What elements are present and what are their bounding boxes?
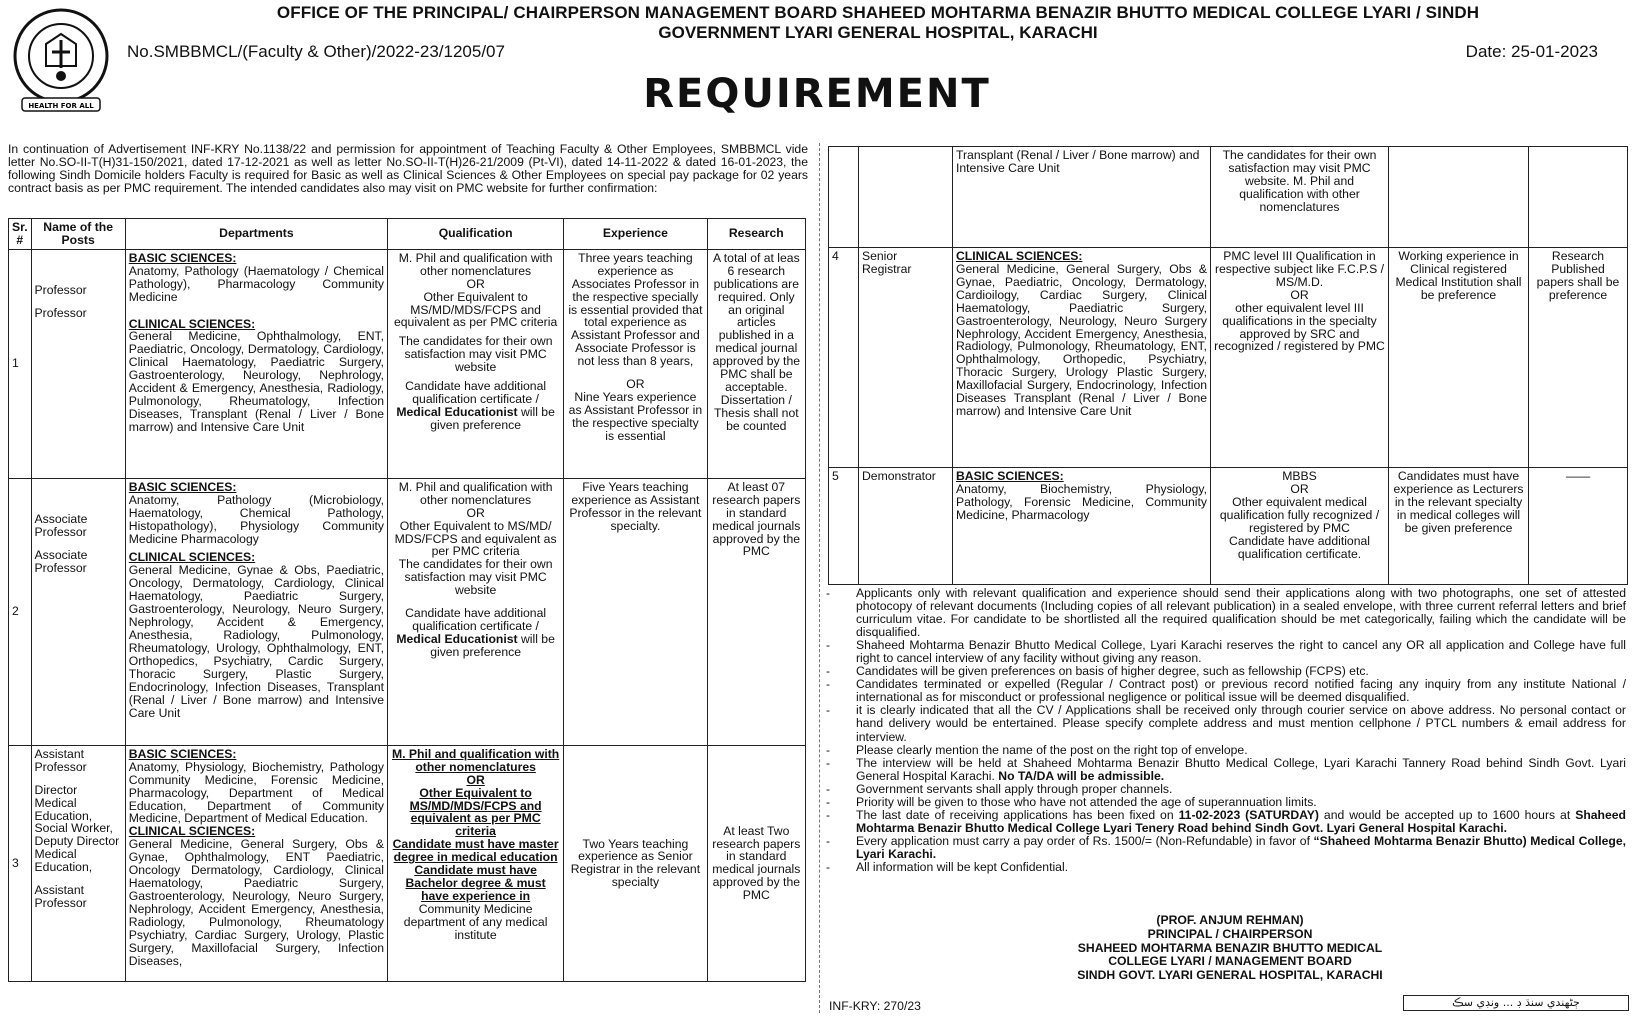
row-experience bbox=[1389, 147, 1529, 248]
column-divider bbox=[819, 143, 820, 1013]
row-posts bbox=[31, 478, 125, 745]
qualification-or: OR bbox=[1290, 287, 1309, 302]
intro-paragraph: In continuation of Advertisement INF-KRY No.1138/22 and permission for appointment of Teaching Faculty & Other Employees, SMBBMCL vide letter No.SO-II-T(H)31-150/2021, dated 17-12-2021 as well as letter No.SO-II-T(H)26-21/2009 (Pt-VI), dated 14-11-2022 & dated 16-01-2023, the following Sindh Domicile holders Faculty is required for Basic as well as Clinical Sciences & Other Employees on special pay package for 02 years contract basis as per PMC requirement. The intended candidates also may visit on PMC website for further confirmation: bbox=[8, 142, 808, 196]
qualification-text: Candidate must have Bachelor degree & must have experience in bbox=[405, 863, 546, 903]
instruction-text-bold: “Shaheed Mohtarma Benazir Bhutto) Medical College, Lyari Karachi. bbox=[856, 833, 1626, 861]
row-posts: Senior Registrar bbox=[859, 248, 953, 468]
qualification-text: Other Equivalent to MS/MD/ MDS/FCPS and equivalent as per PMC criteria bbox=[394, 518, 557, 559]
col-header-qualification: Qualification bbox=[388, 219, 564, 250]
qualification-text: Candidate have additional qualification certificate. bbox=[1229, 533, 1370, 561]
row-sr bbox=[829, 147, 859, 248]
table-row bbox=[9, 478, 806, 745]
instruction-item bbox=[826, 835, 1626, 861]
qualification-text: The candidates for their own satisfaction may visit PMC website bbox=[398, 557, 553, 598]
qualification-or: OR bbox=[466, 772, 485, 787]
col-header-sr: Sr. # bbox=[9, 219, 32, 250]
basic-sciences-label: BASIC SCIENCES: bbox=[128, 250, 237, 265]
clinical-sciences-label: CLINICAL SCIENCES: bbox=[128, 824, 256, 839]
experience-text: Nine Years experience as Assistant Professor in the respective specialty is essential bbox=[568, 390, 703, 443]
qualification-text: M. Phil and qualification with other nomenclatures bbox=[398, 479, 553, 507]
row-sr: 4 bbox=[829, 248, 859, 468]
instruction-item: - Government servants shall apply through proper channels. bbox=[826, 783, 1626, 796]
instruction-item: - it is clearly indicated that all the CV / Applications shall be received only through courier service on above address. No personal contact or hand delivery would be entertained. Please specify complete address and must mention cellphone / PTCL numbers & email address for interview. bbox=[826, 704, 1626, 743]
instruction-item: - Priority will be given to those who have not attended the age of superannuation limits. bbox=[826, 796, 1626, 809]
row-departments bbox=[953, 468, 1211, 585]
clinical-sciences-list: General Medicine, General Surgery, Obs & Gynae, Ophthalmology, ENT Paediatric, Oncology Dermatology, Cardiology, Clinical Haematology, Paediatric Surgery, Gastroenterology, Neurology, Neuro Surgery, Nephrology, Accident Emergency, Anesthesia, Radiology, Pulmonology, Rheumatology Psychiatry, Cardiac Surgery, Urology, Plastic Surgery, Maxillofacial Surgery, Infection Diseases, bbox=[128, 837, 385, 968]
row-research: Research Published papers shall be preference bbox=[1529, 248, 1628, 468]
positions-table-left bbox=[8, 218, 806, 982]
basic-sciences-list: Anatomy, Biochemistry, Physiology, Pathology, Forensic Medicine, Community Medicine, Pharmacology bbox=[956, 481, 1207, 522]
post-name: Director Medical Education, Social Worker, Deputy Director Medical Education, bbox=[34, 782, 120, 875]
row-sr: 3 bbox=[9, 745, 32, 981]
instruction-text: The interview will be held at Shaheed Mohtarma Benazir Bhutto Medical College, Lyari Karachi Tannery Road behind Sindh Govt. Lyari General Hospital Karachi. bbox=[856, 755, 1626, 783]
row-qualification bbox=[388, 249, 564, 478]
advert-date: Date: 25-01-2023 bbox=[1465, 42, 1598, 61]
row-experience: Two Years teaching experience as Senior Registrar in the relevant specialty bbox=[564, 745, 707, 981]
basic-sciences-list: Anatomy, Pathology (Microbiology, Haematology, Chemical Pathology, Histopathology), Physiology Community Medicine Pharmacology bbox=[128, 492, 385, 546]
qualification-text-part: will be given preference bbox=[430, 404, 555, 432]
qualification-text-part: Candidate have additional qualification certificate / bbox=[405, 606, 547, 634]
svg-text:HEALTH FOR ALL: HEALTH FOR ALL bbox=[28, 102, 94, 110]
row-posts bbox=[31, 745, 125, 981]
basic-sciences-list: Anatomy, Pathology (Haematology / Chemical Pathology), Pharmacology Community Medicine bbox=[128, 263, 385, 304]
qualification-text-bold: Medical Educationist bbox=[396, 631, 518, 646]
instruction-item bbox=[826, 757, 1626, 783]
qualification-text: M. Phil and qualification with other nomenclatures bbox=[398, 250, 553, 278]
row-experience bbox=[564, 249, 707, 478]
row-posts bbox=[31, 249, 125, 478]
row-research bbox=[1529, 147, 1628, 248]
basic-sciences-label: BASIC SCIENCES: bbox=[128, 746, 237, 761]
qualification-text: PMC level III Qualification in respective subject like F.C.P.S / MS/M.D. bbox=[1214, 249, 1385, 289]
table-header-row bbox=[9, 219, 806, 250]
qualification-or: OR bbox=[1290, 481, 1309, 496]
instructions-list bbox=[826, 587, 1626, 874]
table-row bbox=[829, 248, 1628, 468]
instruction-text: and would be accepted up to 1600 hours at bbox=[1318, 807, 1576, 822]
qualification-text-part: Candidate have additional qualification certificate / bbox=[405, 379, 547, 407]
post-name: Assistant Professor bbox=[34, 746, 87, 774]
instruction-text-bold: Shaheed Mohtarma Benazir Bhutto Medical College Lyari Tenery Road behind Sindh Govt. Lyari General Hospital Karachi. bbox=[856, 807, 1626, 835]
clinical-sciences-list: General Medicine, Ophthalmology, ENT, Paediatric, Oncology, Dermatology, Cardiology, Clinical Haematology, Paediatric Surgery, Gastroenterology, Neurology, Nephrology, Accident & Emergency, Anesthesia, Radiology, Pulmonology, Rheumatology, Infection Diseases, Transplant (Renal / Liver / Bone marrow) and Intensive Care Unit bbox=[128, 329, 385, 434]
instruction-item: - Candidates will be given preferences on basis of higher degree, such as fellowship (FCPS) etc. bbox=[826, 665, 1626, 678]
qualification-text: Other equivalent medical qualification fully recognized / registered by PMC bbox=[1219, 494, 1380, 535]
row-sr: 1 bbox=[9, 249, 32, 478]
qualification-text bbox=[391, 380, 560, 432]
signatory-name: (PROF. ANJUM REHMAN) bbox=[1156, 913, 1304, 927]
row-departments bbox=[125, 745, 387, 981]
col-header-research: Research bbox=[707, 219, 805, 250]
col-header-departments: Departments bbox=[125, 219, 387, 250]
qualification-text: Other Equivalent to MS/MD/MDS/FCPS and equivalent as per PMC criteria bbox=[409, 785, 542, 839]
row-qualification bbox=[388, 745, 564, 981]
row-experience: Candidates must have experience as Lecturers in the relevant specialty in medical colleges will be given preference bbox=[1389, 468, 1529, 585]
instruction-item: - Shaheed Mohtarma Benazir Bhutto Medical College, Lyari Karachi reserves the right to cancel any OR all application and College have full right to cancel interview of any facility without giving any reason. bbox=[826, 639, 1626, 665]
instruction-item: - Candidates terminated or expelled (Regular / Contract post) or previous record notified facing any inquiry from any institute National / international as for misconduct or professional negligence or political issue will be deemed disqualified. bbox=[826, 678, 1626, 704]
instruction-item: - Applicants only with relevant qualification and experience should send their applications along with two photographs, one set of attested photocopy of relevant documents (Including copies of all relevant publication) in a sealed envelope, with three current referral letters and brief curriculum vitae. For candidate to be shortlisted all the required qualification should be met categorically, failing which the candidate will be disqualified. bbox=[826, 587, 1626, 639]
instruction-text-bold: No TA/DA will be admissible. bbox=[998, 768, 1165, 783]
qualification-text bbox=[391, 607, 560, 659]
table-row bbox=[9, 745, 806, 981]
positions-table-right bbox=[828, 146, 1628, 585]
qualification-text-bold: Medical Educationist bbox=[396, 404, 518, 419]
signatory-org-line: COLLEGE LYARI / MANAGEMENT BOARD bbox=[1108, 954, 1352, 969]
clinical-sciences-list: General Medicine, Gynae & Obs, Paediatric, Oncology, Dermatology, Cardiology, Clinical Haematology, Paediatric Surgery, Gastroenterology, Neurology, Neuro Surgery, Nephrology, Accident & Emergency, Anesthesia, Radiology, Pulmonology, Rheumatology, Urology, Ophthalmology, ENT, Orthopedics, Psychiatry, Cardic Surgery, Thoracic Surgery, Plastic Surgery, Endocrinology, Infection Diseases, Transplant (Renal / Liver / Bone marrow) and Intensive Care Unit bbox=[128, 563, 385, 720]
row-posts: Demonstrator bbox=[859, 468, 953, 585]
qualification-or: OR bbox=[466, 505, 485, 520]
row-qualification bbox=[1211, 248, 1389, 468]
page-title: REQUIREMENT bbox=[643, 71, 991, 117]
signatory-org-line: SHAHEED MOHTARMA BENAZIR BHUTTO MEDICAL bbox=[1077, 940, 1383, 955]
col-header-posts: Name of the Posts bbox=[31, 219, 125, 250]
post-name: Associate Professor bbox=[34, 547, 88, 575]
instruction-text: Every application must carry a pay order of Rs. 1500/= (Non-Refundable) in favor of bbox=[856, 833, 1314, 848]
row-posts bbox=[859, 147, 953, 248]
post-name: Associate Professor bbox=[34, 511, 88, 539]
basic-sciences-list: Anatomy, Physiology, Biochemistry, Pathology Community Medicine, Forensic Medicine, Pharmacology, Department of Medical Education, Department of Community Medicine, Department of Medical Education. bbox=[128, 759, 385, 826]
qualification-text: other equivalent level III qualifications in the specialty approved by SRC and recognized / registered by PMC bbox=[1214, 300, 1385, 354]
instruction-text: The last date of receiving applications has been fixed on bbox=[856, 807, 1179, 822]
qualification-text: MBBS bbox=[1282, 469, 1317, 483]
qualification-text: Candidate must have master degree in medical education bbox=[392, 837, 559, 865]
qualification-text: The candidates for their own satisfaction may visit PMC website bbox=[398, 334, 553, 375]
row-experience: Working experience in Clinical registered Medical Institution shall be preference bbox=[1389, 248, 1529, 468]
clinical-sciences-label: CLINICAL SCIENCES: bbox=[128, 550, 256, 565]
experience-text: Three years teaching experience as Associates Professor in the respective specially is essential provided that total experience as Assistant Professor and Associate Professor is not less than 8 years, bbox=[568, 250, 703, 369]
post-name: Professor bbox=[34, 282, 87, 297]
table-row-continued bbox=[829, 147, 1628, 248]
qualification-text: Community Medicine department of any medical institute bbox=[403, 901, 548, 942]
experience-or: OR bbox=[626, 377, 645, 392]
row-research: At least 07 research papers in standard medical journals approved by the PMC bbox=[707, 478, 805, 745]
table-row bbox=[9, 249, 806, 478]
qualification-text: M. Phil and qualification with other nomenclatures bbox=[391, 746, 560, 774]
row-research: A total of at leas 6 research publications are required. Only an original articles published in a medical journal approved by the PMC shall be acceptable. Dissertation / Thesis shall not be counted bbox=[707, 249, 805, 478]
header-office-line: OFFICE OF THE PRINCIPAL/ CHAIRPERSON MANAGEMENT BOARD SHAHEED MOHTARMA BENAZIR BHUTTO MEDICAL COLLEGE LYARI / SINDH bbox=[276, 3, 1480, 22]
row-sr: 5 bbox=[829, 468, 859, 585]
col-header-experience: Experience bbox=[564, 219, 707, 250]
signatory-designation: PRINCIPAL / CHAIRPERSON bbox=[1147, 926, 1313, 941]
instruction-text-bold: 11-02-2023 (SATURDAY) bbox=[1178, 807, 1319, 822]
instruction-item: - All information will be kept Confidential. bbox=[826, 861, 1626, 874]
qualification-or: OR bbox=[466, 276, 485, 291]
reference-number: No.SMBBMCL/(Faculty & Other)/2022-23/1205/07 bbox=[127, 42, 505, 61]
instruction-item: - Please clearly mention the name of the post on the right top of envelope. bbox=[826, 744, 1626, 757]
row-qualification: The candidates for their own satisfaction may visit PMC website. M. Phil and qualification with other nomenclatures bbox=[1211, 147, 1389, 248]
row-departments: Transplant (Renal / Liver / Bone marrow) and Intensive Care Unit bbox=[953, 147, 1211, 248]
sindhi-footer-strip: ڄڻھندي سنڌ ڊ ... ونڊي سڪ bbox=[1403, 995, 1629, 1011]
post-name: Professor bbox=[34, 305, 87, 320]
row-departments bbox=[125, 249, 387, 478]
qualification-text: Other Equivalent to MS/MD/MDS/FCPS and equivalent as per PMC criteria bbox=[393, 289, 558, 330]
row-departments bbox=[125, 478, 387, 745]
header-hospital-line: GOVERNMENT LYARI GENERAL HOSPITAL, KARACHI bbox=[658, 23, 1098, 42]
qualification-text-part: will be given preference bbox=[430, 631, 555, 659]
row-qualification bbox=[1211, 468, 1389, 585]
signature-block bbox=[1030, 914, 1430, 983]
row-qualification bbox=[388, 478, 564, 745]
row-research: —— bbox=[1529, 468, 1628, 585]
basic-sciences-label: BASIC SCIENCES: bbox=[128, 479, 237, 494]
instruction-item bbox=[826, 809, 1626, 835]
post-name: Assistant Professor bbox=[34, 883, 87, 911]
clinical-sciences-label: CLINICAL SCIENCES: bbox=[956, 249, 1083, 263]
clinical-sciences-list: General Medicine, General Surgery, Obs & Gynae, Paediatric, Oncology, Dermatology, Cardioilogy, Cardiac Surgery, Clinical Haematology, Paediatric Surgery, Gastroenterology, Neurology, Neuro Surgery Nephrology, Accident Emergency, Anesthesia, Radiology, Pulmonology, Rheumatology, ENT, Ophthalmology, Orthopedic, Psychiatry, Thoracic Surgery, Urology Plastic Surgery, Maxillofacial Surgery, Endocrinology, Infection Diseases Transplant (Renal / Liver / Bone marrow) and Intensive Care Unit bbox=[956, 261, 1207, 419]
basic-sciences-label: BASIC SCIENCES: bbox=[956, 469, 1064, 483]
row-sr: 2 bbox=[9, 478, 32, 745]
row-departments bbox=[953, 248, 1211, 468]
signatory-org-line: SINDH GOVT. LYARI GENERAL HOSPITAL, KARACHI bbox=[1077, 968, 1383, 983]
table-row bbox=[829, 468, 1628, 585]
row-research: At least Two research papers in standard medical journals approved by the PMC bbox=[707, 745, 805, 981]
clinical-sciences-label: CLINICAL SCIENCES: bbox=[128, 316, 256, 331]
inf-kry-number: INF-KRY: 270/23 bbox=[829, 999, 921, 1013]
row-experience: Five Years teaching experience as Assistant Professor in the relevant specialty. bbox=[564, 478, 707, 745]
